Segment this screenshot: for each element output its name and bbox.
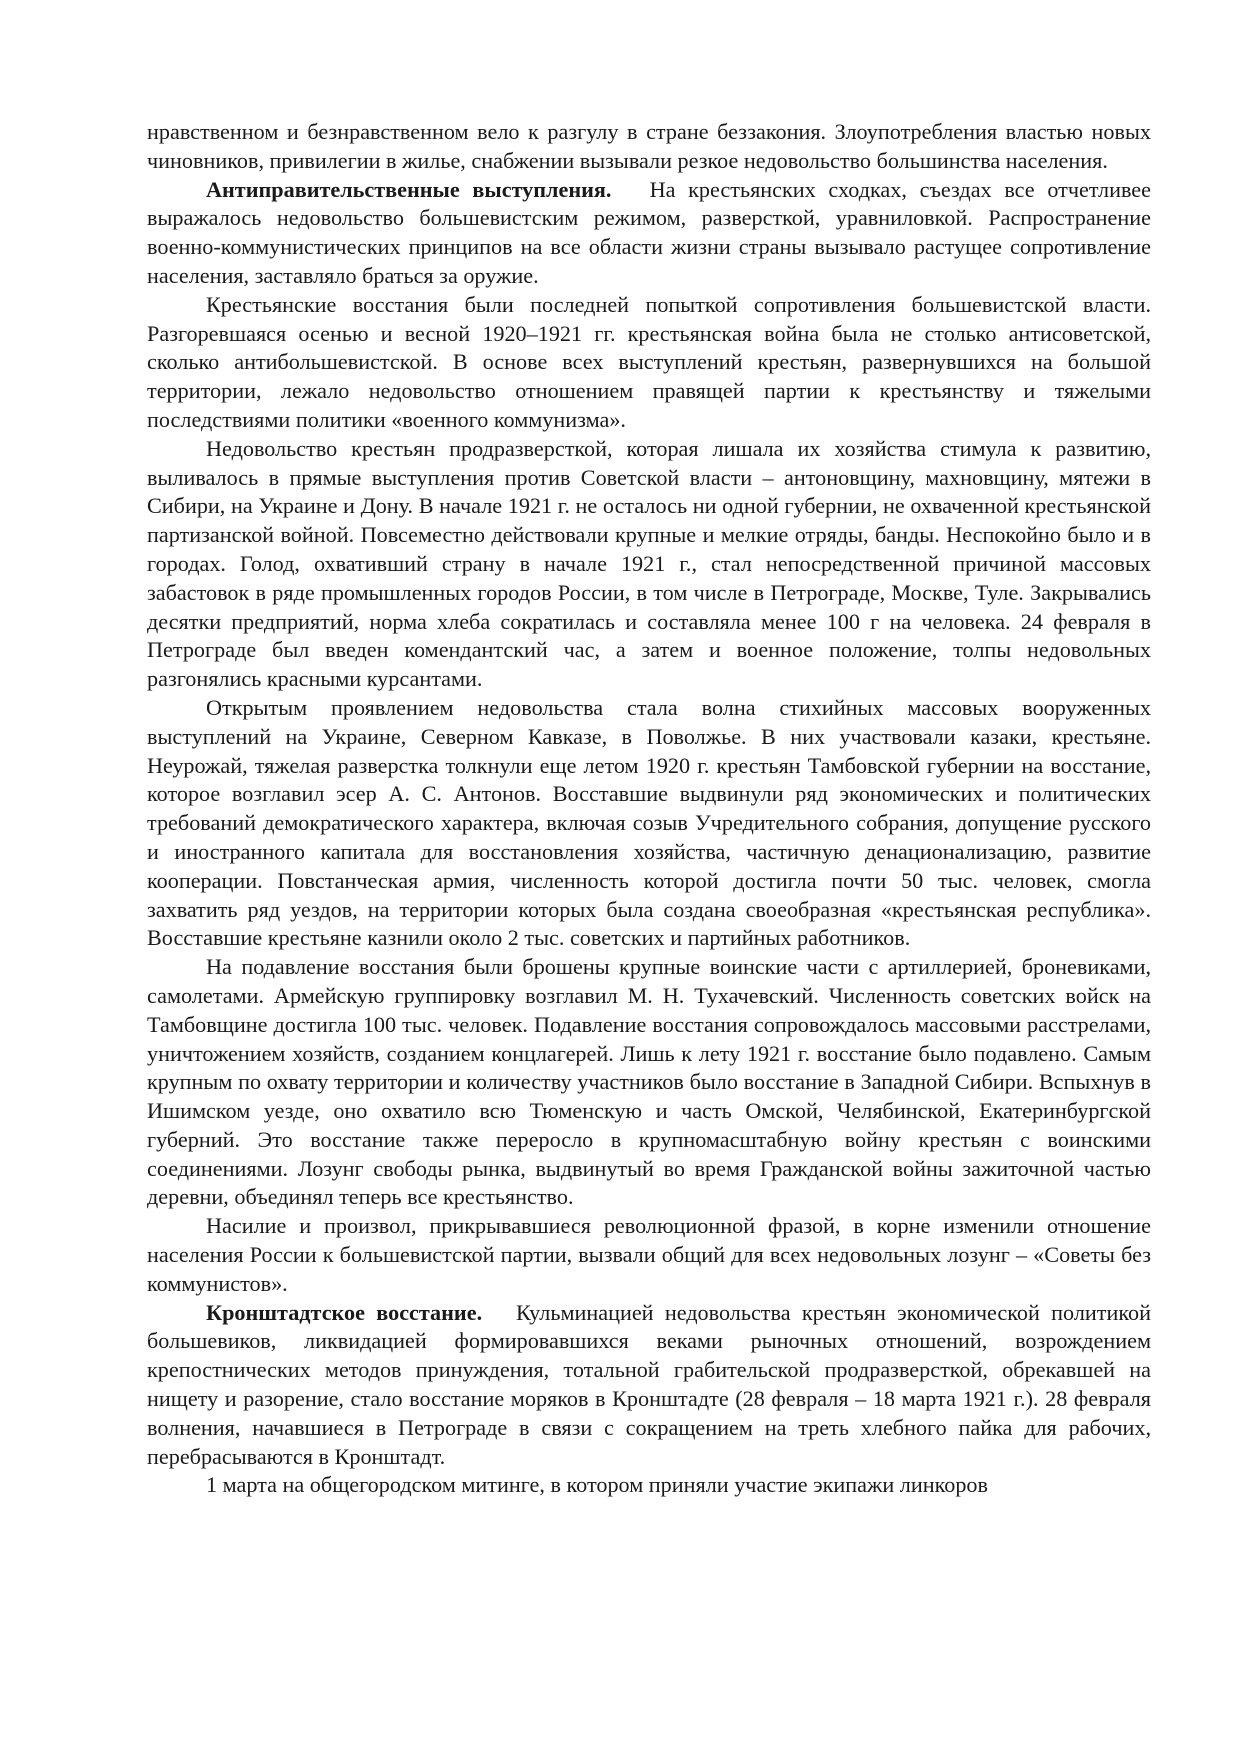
- paragraph-text: На подавление восстания были брошены крупные воинские части с артиллерией, броневиками, самолетами. Армейскую группировку возглавил М. Н. Тухачевский. Численность советских войск на Тамбовщине достигла 100 тыс. человек. Подавление восстания сопровождалось массовыми расстрелами, уничтожением хозяйств, созданием концлагерей. Лишь к лету 1921 г. восстание было подавлено. Самым крупным по охвату территории и количеству участников было восстание в Западной Сибири. Вспыхнув в Ишимском уезде, оно охватило всю Тюменскую и часть Омской, Челябинской, Екатеринбургской губерний. Это восстание также переросло в крупномасштабную войну крестьян с воинскими соединениями. Лозунг свободы рынка, выдвинутый во время Гражданской войны зажиточной частью деревни, объединял теперь все крестьянство.: [147, 954, 1151, 1210]
- paragraph-text: Недовольство крестьян продразверсткой, которая лишала их хозяйства стимула к развитию, выливалось в прямые выступления против Советской власти – антоновщину, махновщину, мятежи в Сибири, на Украине и Дону. В начале 1921 г. не осталось ни одной губернии, не охваченной крестьянской партизанской войной. Повсеместно действовали крупные и мелкие отряды, банды. Неспокойно было и в городах. Голод, охвативший страну в начале 1921 г., стал непосредственной причиной массовых забастовок в ряде промышленных городов России, в том числе в Петрограде, Москве, Туле. Закрывались десятки предприятий, норма хлеба сократилась и составляла менее 100 г на человека. 24 февраля в Петрограде был введен комендантский час, а затем и военное положение, толпы недовольных разгонялись красными курсантами.: [147, 435, 1151, 692]
- section-heading-antigovernment: Антиправительственные выступления.: [206, 176, 612, 202]
- paragraph: [147, 291, 1151, 435]
- paragraph-text: нравственном и безнравственном вело к разгулу в стране беззакония. Злоупотребления властью новых чиновников, привилегии в жилье, снабжении вызывали резкое недовольство большинства населения.: [147, 119, 1151, 173]
- paragraph-text: На крестьянских сходках, съездах все отчетливее выражалось недовольство большевистским режимом, разверсткой, уравниловкой. Распространение военно-коммунистических принципов на все области жизни страны вызывало растущее сопротивление населения, заставляло браться за оружие.: [147, 176, 1151, 288]
- paragraph-text: Открытым проявлением недовольства стала волна стихийных массовых вооруженных выступлений на Украине, Северном Кавказе, в Поволжье. В них участвовали казаки, крестьяне. Неурожай, тяжелая разверстка толкнули еще летом 1920 г. крестьян Тамбовской губернии на восстание, которое возглавил эсер А. С. Антонов. Восставшие выдвинули ряд экономических и политических требований демократического характера, включая созыв Учредительного собрания, допущение русского и иностранного капитала для восстановления хозяйства, частичную денационализацию, развитие кооперации. Повстанческая армия, численность которой достигла почти 50 тыс. человек, смогла захватить ряд уездов, на территории которых была создана своеобразная «крестьянская республика». Восставшие крестьяне казнили около 2 тыс. советских и партийных работников.: [147, 694, 1151, 951]
- paragraph: [147, 953, 1151, 1212]
- paragraph: [147, 1212, 1151, 1298]
- paragraph-text: Крестьянские восстания были последней попыткой сопротивления большевистской власти. Разгоревшаяся осенью и весной 1920–1921 гг. крестьянская война была не столько антисоветской, сколько антибольшевистской. В основе всех выступлений крестьян, развернувшихся на большой территории, лежало недовольство отношением правящей партии к крестьянству и тяжелыми последствиями политики «военного коммунизма».: [147, 291, 1151, 432]
- paragraph: [147, 1471, 1151, 1500]
- document-page: [147, 118, 1151, 1500]
- paragraph-antigovernment: [147, 176, 1151, 291]
- section-heading-kronstadt: Кронштадтское восстание.: [206, 1299, 483, 1325]
- paragraph-kronstadt: [147, 1299, 1151, 1472]
- paragraph-text: Насилие и произвол, прикрывавшиеся революционной фразой, в корне изменили отношение населения России к большевистской партии, вызвали общий для всех недовольных лозунг – «Советы без коммунистов».: [147, 1213, 1151, 1296]
- paragraph-text: 1 марта на общегородском митинге, в котором приняли участие экипажи линкоров: [206, 1472, 988, 1498]
- paragraph-text: Кульминацией недовольства крестьян экономической политикой большевиков, ликвидацией формировавшихся веками рыночных отношений, возрождением крепостнических методов принуждения, тотальной грабительской продразверсткой, обрекавшей на нищету и разорение, стало восстание моряков в Кронштадте (28 февраля – 18 марта 1921 г.). 28 февраля волнения, начавшиеся в Петрограде в связи с сокращением на треть хлебного пайка для рабочих, перебрасываются в Кронштадт.: [147, 1299, 1151, 1469]
- paragraph: [147, 435, 1151, 694]
- paragraph: [147, 694, 1151, 953]
- paragraph-continuation: [147, 118, 1151, 176]
